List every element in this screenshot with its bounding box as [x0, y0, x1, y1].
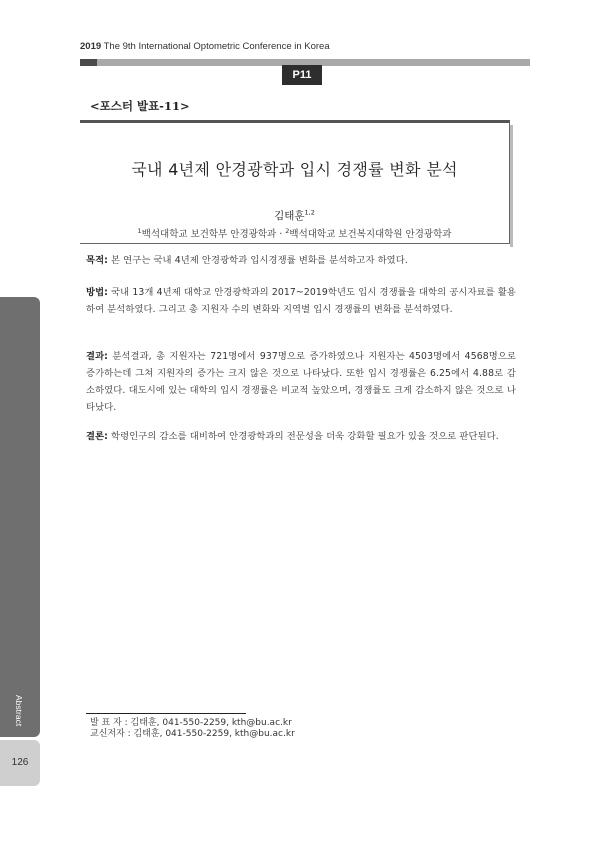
method-text: 국내 13개 4년제 대학교 안경광학과의 2017~2019학년도 입시 경쟁률을 대학의 공시자료를 활용하여 분석하였다. 그리고 총 지원자 수의 변화와 지역별 입시 경쟁률의 변화를 분석하였다. [86, 287, 516, 315]
conclusion-label: 결론: [86, 431, 108, 442]
corresponding-contact: 교신저자 : 김태훈, 041-550-2259, kth@bu.ac.kr [90, 729, 295, 739]
affiliation-marker-1: 1 [137, 226, 142, 235]
paper-title: 국내 4년제 안경광학과 입시 경쟁률 변화 분석 [131, 160, 458, 179]
purpose-label: 목적: [86, 255, 108, 266]
header-year: 2019 [80, 41, 102, 52]
author-name: 김태훈 [274, 210, 305, 222]
running-header [80, 41, 330, 52]
result-text: 분석결과, 총 지원자는 721명에서 937명으로 증가하였으나 지원자는 4503명에서 4568명으로 증가하는데 그쳐 지원자의 증가는 크지 않은 것으로 나타났다. 또한 입시 경쟁률은 6.25에서 4.88로 감소하였다. 대도시에 있는 대학의 입시 경쟁률은 비교적 높았으며, 경쟁률도 크게 감소하지 않은 것으로 나타났다. [86, 351, 516, 413]
conclusion-text: 학령인구의 감소를 대비하여 안경광학과의 전문성을 더욱 강화할 필요가 있을 것으로 판단된다. [107, 431, 499, 442]
result-paragraph [86, 348, 516, 416]
affiliation-marker-2: 2 [285, 226, 290, 235]
affiliation-2: 백석대학교 보건복지대학원 안경광학과 [289, 229, 452, 240]
presenter-contact: 발 표 자 : 김태훈, 041-550-2259, kth@bu.ac.kr [90, 718, 292, 728]
page-number: 126 [11, 757, 29, 768]
method-paragraph [86, 284, 516, 318]
title-box [80, 120, 510, 244]
result-label: 결과: [86, 351, 108, 362]
poster-number-tag: P11 [282, 65, 322, 85]
author-line [80, 208, 509, 223]
affiliation-1: 백석대학교 보건학부 안경광학과 · [141, 229, 286, 240]
conclusion-paragraph [86, 428, 516, 445]
purpose-paragraph [86, 252, 516, 269]
header-conference: The 9th International Optometric Conference in Korea [103, 41, 330, 52]
header-bar-dark [80, 59, 97, 66]
method-label: 방법: [86, 287, 108, 298]
author-affiliation-marker: 1,2 [304, 208, 315, 217]
section-label: <포스터 발표-11> [90, 99, 190, 113]
side-tab-label: Abstract [14, 695, 24, 727]
affiliation-line [80, 226, 509, 240]
side-tab [0, 297, 40, 737]
footnote-rule [86, 713, 246, 714]
title-box-shadow [510, 125, 513, 247]
purpose-text: 본 연구는 국내 4년제 안경광학과 입시경쟁률 변화를 분석하고자 하였다. [107, 255, 408, 266]
